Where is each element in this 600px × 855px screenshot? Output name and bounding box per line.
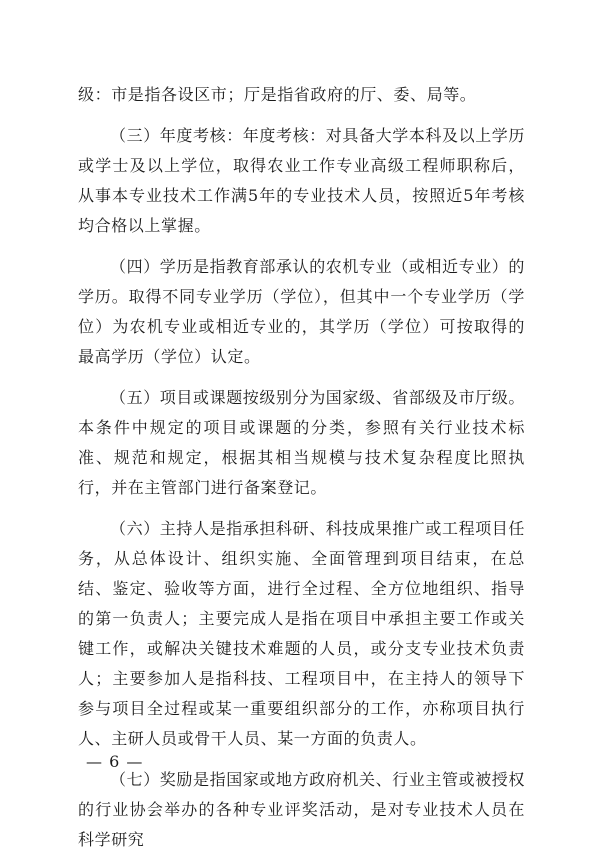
- page-number: — 6 —: [86, 752, 144, 771]
- paragraph-awards: （七）奖励是指国家或地方政府机关、行业主管或被授权的行业协会举办的各种专业评奖活动，是对专业技术人员在科学研究: [78, 770, 526, 849]
- paragraph-project-leader: （六）主持人是指承担科研、科技成果推广或工程项目任务，从总体设计、组织实施、全面管理到项目结束，在总结、鉴定、验收等方面，进行全过程、全方位地组织、指导的第一负责人；主要完成人是指在项目中承担主要工作或关键工作，或解决关键技术难题的人员，或分支专业技术负责人；主要参加人是指科技、工程项目中，在主持人的领导下参与项目全过程或某一重要组织部分的工作，亦称项目执行人、主研人员或骨干人员、某一方面的负责人。: [78, 519, 526, 748]
- paragraph-projects: （五）项目或课题按级别分为国家级、省部级及市厅级。本条件中规定的项目或课题的分类，参照有关行业技术标准、规范和规定，根据其相当规模与技术复杂程度比照执行，并在主管部门进行备案登记。: [78, 388, 526, 497]
- paragraph-education: （四）学历是指教育部承认的农机专业（或相近专业）的学历。取得不同专业学历（学位），但其中一个专业学历（学位）为农机专业或相近专业的，其学历（学位）可按取得的最高学历（学位）认定。: [78, 257, 526, 366]
- paragraph-continuation: 级：市是指各设区市；厅是指省政府的厅、委、局等。: [78, 85, 477, 104]
- paragraph-annual-assessment: （三）年度考核：年度考核：对具备大学本科及以上学历或学士及以上学位，取得农业工作专业高级工程师职称后，从事本专业技术工作满5年的专业技术人员，按照近5年考核均合格以上掌握。: [78, 126, 526, 235]
- document-body: [78, 80, 525, 855]
